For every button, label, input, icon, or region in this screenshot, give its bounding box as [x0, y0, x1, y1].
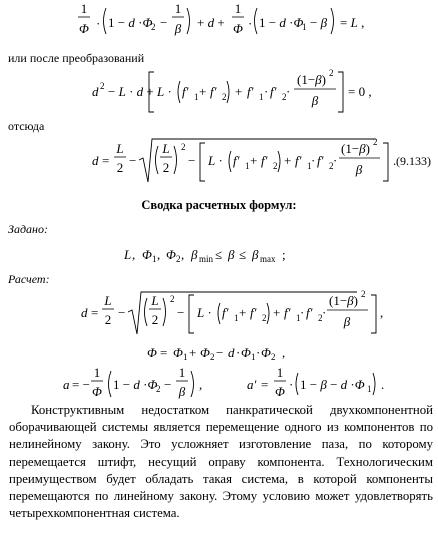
svg-text:≤: ≤ — [239, 247, 247, 262]
svg-text:·: · — [256, 345, 261, 360]
svg-text:− β: − β — [310, 15, 328, 30]
svg-text:2: 2 — [151, 22, 156, 32]
svg-text:L: L — [124, 247, 132, 262]
svg-text:2: 2 — [262, 313, 267, 323]
svg-text:β: β — [343, 314, 351, 329]
svg-text:1: 1 — [296, 313, 301, 323]
svg-text:f′: f′ — [222, 305, 229, 320]
svg-text:f′: f′ — [284, 305, 291, 320]
svg-text:1: 1 — [245, 161, 250, 171]
svg-text:f′: f′ — [270, 84, 277, 99]
svg-text:1: 1 — [93, 365, 101, 380]
body-paragraph-text: Конструктивным недостатком панкратической двухкомпонентной оборачивающей системы является перемещение одного из компонентов по нелинейному закону. Это усложняет изготовление паза, по которому перемещается штифт, несущий оправу компонента. Технологическим преимуществом будет обладать такая система, в которой компоненты перемещаются по линейному закону. Этому условию может удовлетворять четырехкомпонентная система. — [9, 403, 433, 521]
given-values — [123, 247, 286, 264]
svg-text:= L ,: = L , — [340, 15, 365, 30]
section-heading: Сводка расчетных формул: — [141, 198, 297, 212]
svg-text:f′: f′ — [250, 305, 257, 320]
svg-text:1: 1 — [251, 352, 256, 362]
svg-text:≤: ≤ — [215, 247, 223, 262]
svg-text:;: ; — [282, 247, 286, 262]
svg-text:1: 1 — [276, 365, 284, 380]
svg-text:Φ: Φ — [200, 345, 210, 360]
svg-text:+: + — [239, 305, 247, 320]
svg-text:Φ: Φ — [261, 345, 271, 360]
svg-text:a: a — [63, 377, 70, 392]
svg-text:1: 1 — [367, 384, 372, 394]
svg-text:+: + — [235, 84, 243, 99]
svg-text:+: + — [189, 345, 197, 360]
svg-text:1: 1 — [174, 1, 182, 16]
svg-text:−: − — [129, 153, 137, 168]
svg-text:,: , — [181, 247, 185, 262]
label-calc: Расчет: — [8, 272, 50, 286]
svg-text:L ·: L · — [197, 305, 212, 320]
svg-text:1: 1 — [152, 254, 157, 264]
svg-text:1 − β − d ·Φ: 1 − β − d ·Φ — [300, 377, 365, 392]
svg-text:β: β — [191, 247, 198, 262]
svg-text:·: · — [264, 84, 269, 99]
svg-text:β: β — [174, 21, 182, 36]
svg-text:−: − — [177, 305, 185, 320]
svg-text:f′: f′ — [210, 84, 217, 99]
svg-text:2: 2 — [104, 312, 112, 327]
svg-text:2: 2 — [271, 352, 276, 362]
svg-text:Φ: Φ — [166, 247, 176, 262]
svg-text:min: min — [199, 254, 214, 264]
svg-text:,: , — [199, 377, 203, 392]
svg-text:Φ: Φ — [142, 247, 152, 262]
svg-text:·: · — [322, 305, 327, 320]
svg-text:max: max — [260, 254, 276, 264]
svg-text:,: , — [157, 247, 161, 262]
svg-text:d: d — [228, 345, 235, 360]
svg-text:d: d — [81, 305, 88, 320]
svg-text:1 − d ·Φ: 1 − d ·Φ — [108, 15, 153, 30]
svg-text:1: 1 — [234, 313, 239, 323]
svg-text:L: L — [116, 141, 124, 156]
svg-text:2: 2 — [329, 161, 334, 171]
svg-text:β: β — [311, 93, 319, 108]
svg-text:2: 2 — [100, 81, 105, 91]
svg-text:.: . — [393, 153, 397, 168]
label-given: Задано: — [8, 222, 48, 236]
svg-text:+: + — [284, 153, 292, 168]
equation-2 — [92, 68, 372, 112]
svg-text:1: 1 — [302, 22, 307, 32]
svg-text:(1−β): (1−β) — [297, 72, 326, 87]
label-hence: отсюда — [8, 119, 45, 133]
svg-text:f′: f′ — [306, 305, 313, 320]
svg-text:−: − — [188, 153, 196, 168]
svg-text:,: , — [282, 345, 286, 360]
svg-text:·: · — [300, 305, 305, 320]
svg-text:β: β — [228, 247, 235, 262]
svg-text:f′: f′ — [182, 84, 189, 99]
svg-text:1: 1 — [307, 161, 312, 171]
svg-text:Φ: Φ — [173, 345, 183, 360]
svg-text:2: 2 — [156, 384, 161, 394]
svg-text:d: d — [92, 84, 99, 99]
svg-text:−: − — [118, 305, 126, 320]
svg-text:Φ: Φ — [147, 345, 157, 360]
svg-text:L: L — [151, 293, 159, 308]
svg-text:−: − — [164, 377, 172, 392]
svg-text:·: · — [311, 153, 316, 168]
svg-text:2: 2 — [210, 352, 215, 362]
svg-text:Φ: Φ — [233, 21, 243, 36]
svg-text:=: = — [160, 345, 168, 360]
svg-text:Φ: Φ — [79, 21, 89, 36]
calc-equation-phi — [147, 345, 285, 362]
svg-text:1 − d ·Φ: 1 − d ·Φ — [259, 15, 304, 30]
svg-text:,: , — [132, 247, 136, 262]
svg-text:1: 1 — [183, 352, 188, 362]
calc-equation-d — [81, 289, 383, 334]
svg-text:= 0 ,: = 0 , — [348, 84, 372, 99]
svg-text:β: β — [252, 247, 259, 262]
svg-text:2: 2 — [151, 312, 159, 327]
equation-1 — [78, 1, 364, 36]
body-paragraph — [9, 402, 433, 522]
svg-text:1: 1 — [234, 1, 242, 16]
svg-text:f′: f′ — [317, 153, 324, 168]
svg-text:2: 2 — [116, 160, 124, 175]
svg-text:·: · — [236, 345, 241, 360]
svg-text:−: − — [160, 15, 168, 30]
svg-text:Φ: Φ — [241, 345, 251, 360]
svg-text:2: 2 — [222, 92, 227, 102]
svg-text:2: 2 — [162, 160, 170, 175]
svg-text:Φ: Φ — [275, 384, 285, 399]
svg-text:2: 2 — [361, 289, 366, 299]
svg-text:1: 1 — [194, 92, 199, 102]
svg-text:L: L — [104, 293, 112, 308]
svg-text:L: L — [162, 141, 170, 156]
svg-text:1: 1 — [259, 92, 264, 102]
svg-text:β: β — [178, 384, 186, 399]
svg-text:2: 2 — [318, 313, 323, 323]
svg-text:2: 2 — [170, 294, 175, 304]
svg-text:L ·: L · — [208, 153, 223, 168]
svg-text:·: · — [96, 16, 101, 31]
svg-text:f′: f′ — [295, 153, 302, 168]
svg-text:·: · — [333, 153, 338, 168]
svg-text:,: , — [380, 305, 384, 320]
svg-text:+: + — [273, 305, 281, 320]
equation-number: (9.133) — [396, 154, 431, 168]
svg-text:Φ: Φ — [92, 384, 102, 399]
svg-text:1 − d ·Φ: 1 − d ·Φ — [113, 377, 158, 392]
svg-text:f′: f′ — [247, 84, 254, 99]
svg-text:= −: = − — [72, 377, 90, 392]
svg-text:1: 1 — [178, 365, 186, 380]
equation-3 — [92, 137, 431, 182]
svg-text:·: · — [289, 377, 294, 392]
svg-text:+: + — [250, 153, 258, 168]
svg-text:.: . — [381, 377, 385, 392]
svg-text:f′: f′ — [261, 153, 268, 168]
svg-text:− L · d +: − L · d + — [108, 84, 154, 99]
svg-text:L ·: L · — [157, 84, 172, 99]
svg-text:2: 2 — [282, 92, 287, 102]
svg-text:+: + — [199, 84, 207, 99]
svg-text:(1−β): (1−β) — [329, 293, 358, 308]
svg-text:d: d — [92, 153, 99, 168]
svg-text:2: 2 — [273, 161, 278, 171]
svg-text:2: 2 — [181, 142, 186, 152]
svg-text:=: = — [102, 153, 110, 168]
svg-text:+ d +: + d + — [197, 15, 225, 30]
svg-text:(1−β): (1−β) — [341, 141, 370, 156]
svg-text:=: = — [261, 377, 269, 392]
svg-text:2: 2 — [373, 137, 378, 147]
svg-text:·: · — [248, 16, 253, 31]
svg-text:1: 1 — [80, 1, 88, 16]
svg-text:·: · — [286, 84, 291, 99]
svg-text:2: 2 — [329, 68, 334, 78]
svg-text:−: − — [216, 345, 224, 360]
calc-equation-a — [63, 365, 384, 399]
svg-text:β: β — [355, 162, 363, 177]
svg-text:f′: f′ — [233, 153, 240, 168]
label-after-transform: или после преобразований — [8, 51, 145, 65]
svg-text:a′: a′ — [247, 377, 257, 392]
svg-text:2: 2 — [176, 254, 181, 264]
svg-text:=: = — [91, 305, 99, 320]
